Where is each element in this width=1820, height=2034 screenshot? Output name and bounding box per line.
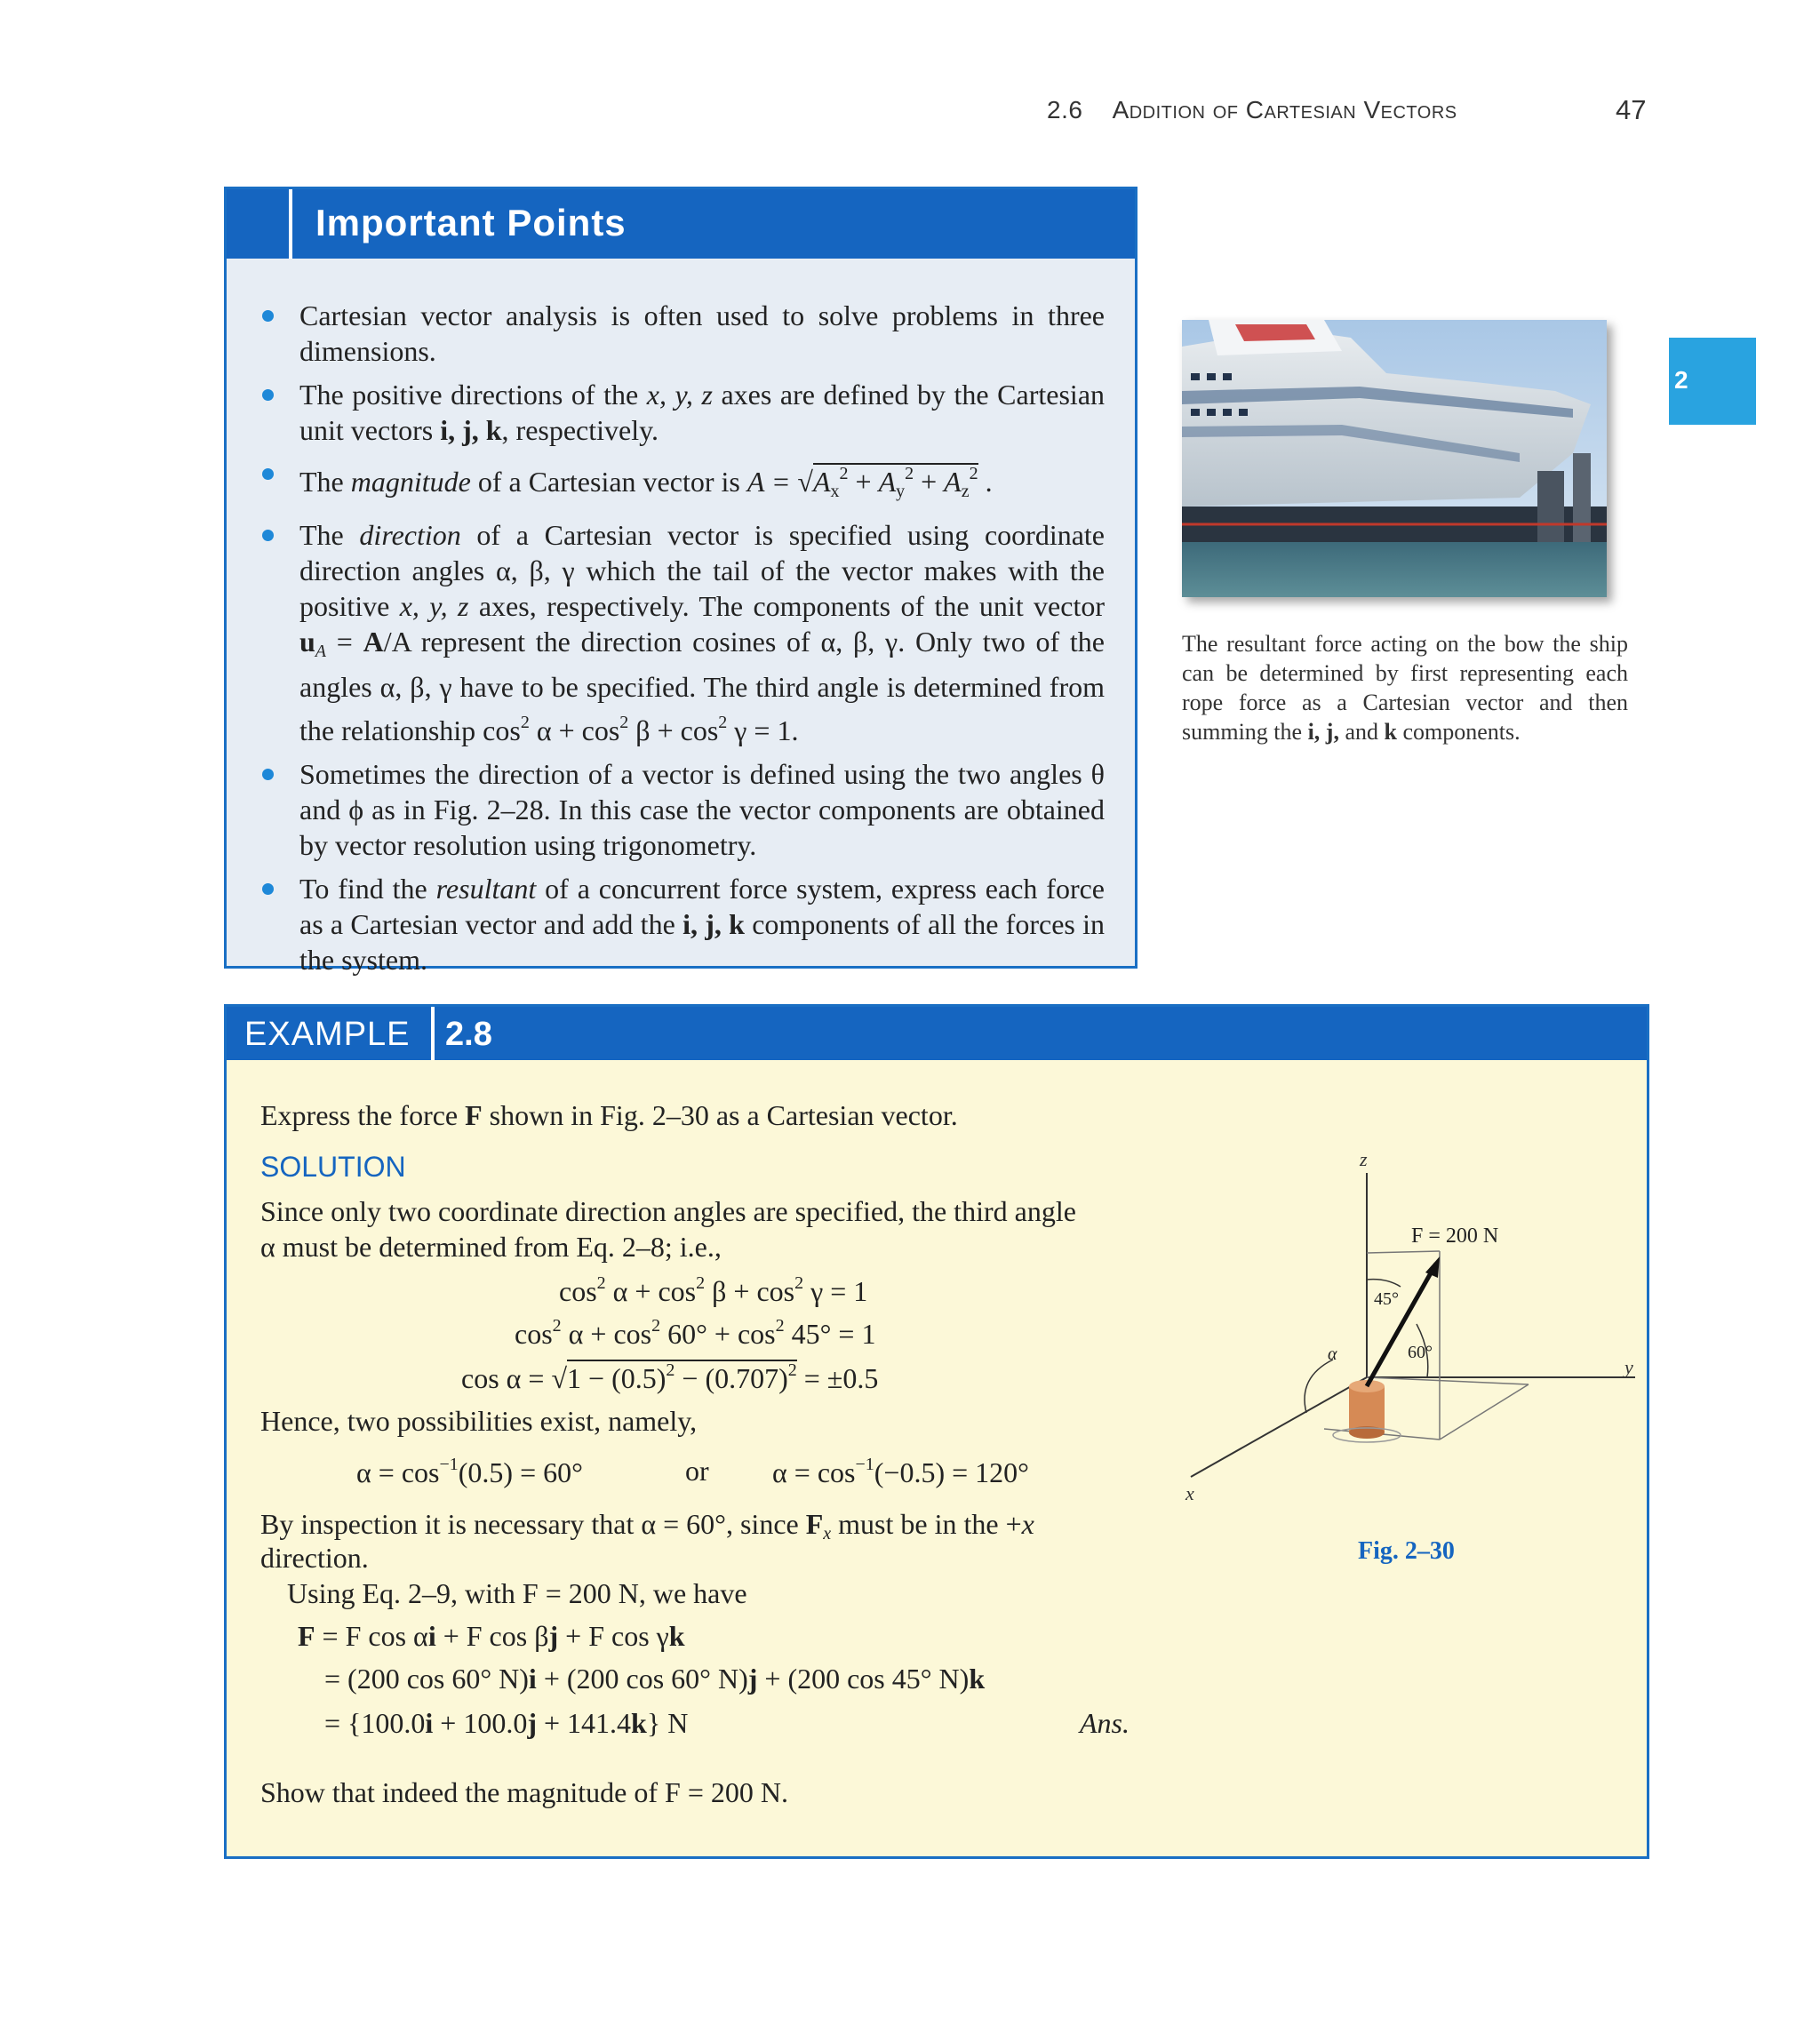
angle-45-label: 45° — [1374, 1289, 1399, 1309]
ship-illustration — [1182, 320, 1607, 597]
list-item — [259, 298, 1105, 369]
section-number: 2.6 — [1047, 96, 1083, 124]
list-item: The direction of a Cartesian vector is specified using coordinate direction angles α, β, γ which the tail of the vector makes with the positive x, y, z axes, respectively. The components of the unit vector $u_A = A/A$ represent the direction cosines of α, β, γ. Only two of the angles α, β, γ have to be specified. The third angle is determined from the relationship $\cos^2 \alpha + \cos^2 \beta + \cos^2 \gamma = 1$. — [259, 517, 1105, 748]
bullet-icon — [262, 389, 274, 401]
chapter-tab: 2 — [1669, 338, 1756, 425]
ship-photo — [1182, 320, 1607, 597]
figure-caption: Fig. 2–30 — [1358, 1537, 1455, 1565]
force-equation-1: F = F cos αi + F cos βj + F cos γk — [298, 1620, 685, 1652]
point-text: Cartesian vector analysis is often used to solve problems in three dimensions. — [299, 299, 1105, 367]
bullet-icon — [262, 769, 274, 780]
force-equation-2: = (200 cos 60° N)i + (200 cos 60° N)j + (200 cos 45° N)k — [324, 1663, 986, 1695]
angle-60-label: 60° — [1408, 1343, 1433, 1362]
bullet-icon — [262, 310, 274, 322]
show-line: Show that indeed the magnitude of F = 200 N. — [260, 1776, 788, 1808]
force-base-cylinder — [1333, 1380, 1401, 1442]
figure-2-30 — [1173, 1146, 1653, 1520]
running-header — [1047, 96, 1457, 124]
bullet-icon — [262, 468, 274, 480]
equation-1: $\cos^2 \alpha + \cos^2 \beta + \cos^2 \gamma = 1$ — [559, 1273, 868, 1307]
example-intro: Express the force F shown in Fig. 2–30 as a Cartesian vector. — [260, 1099, 958, 1131]
inspection-line: By inspection it is necessary that α = 60°, since $F_x$ must be in the +x — [260, 1508, 1034, 1543]
header-divider — [431, 1007, 435, 1060]
example-label: EXAMPLE — [244, 1016, 411, 1053]
alternative-2: $\alpha = \cos^{-1}(-0.5) = 120^\circ$ — [772, 1455, 1029, 1488]
solution-heading: SOLUTION — [260, 1151, 406, 1183]
alternative-1: $\alpha = \cos^{-1}(0.5) = 60^\circ$ — [356, 1455, 583, 1488]
x-axis — [1191, 1377, 1367, 1477]
solution-line-2: α must be determined from Eq. 2–8; i.e., — [260, 1231, 722, 1263]
important-points-list — [259, 298, 1105, 985]
equation-3: $\cos \alpha = √1 - (0.5)^2 - (0.707)^2 = \pm 0.5$ — [461, 1360, 879, 1394]
force-label: F = 200 N — [1411, 1224, 1499, 1248]
force-vector — [1367, 1264, 1436, 1386]
list-item: The positive directions of the x, y, z axes are defined by the Cartesian unit vectors i, j, k, respectively. — [259, 377, 1105, 448]
angle-45-arc — [1367, 1280, 1401, 1287]
inspection-line-2: direction. — [260, 1542, 369, 1574]
or-text: or — [685, 1455, 709, 1487]
example-number: 2.8 — [445, 1016, 492, 1053]
magnitude-formula: $A_x^2 + A_y^2 + A_z^2$ — [812, 464, 978, 501]
header-divider — [289, 189, 292, 259]
answer-label: Ans. — [1080, 1707, 1130, 1739]
section-title: Addition of Cartesian Vectors — [1112, 96, 1457, 124]
equation-2: $\cos^2 \alpha + \cos^2 60^\circ + \cos^2 45^\circ = 1$ — [515, 1316, 876, 1350]
x-label: x — [1185, 1482, 1194, 1504]
list-item: The magnitude of a Cartesian vector is $A = √A_x^2 + A_y^2 + A_z^2$ . — [259, 456, 1105, 509]
alpha-label: α — [1328, 1344, 1337, 1364]
hence-line: Hence, two possibilities exist, namely, — [260, 1405, 698, 1437]
bullet-icon — [262, 530, 274, 541]
solution-line-1: Since only two coordinate direction angles are specified, the third angle — [260, 1195, 1076, 1227]
photo-caption: The resultant force acting on the bow the ship can be determined by first representing each rope force as a Cartesian vector and then summing the i, j, and k components. — [1182, 631, 1628, 745]
list-item: To find the resultant of a concurrent force system, express each force as a Cartesian vector and add the i, j, k components of all the forces in the system. — [259, 871, 1105, 977]
important-points-box — [224, 187, 1138, 976]
page-number: 47 — [1616, 94, 1647, 125]
list-item: Sometimes the direction of a vector is defined using the two angles θ and ϕ as in Fig. 2–28. In this case the vector components are obtained by vector resolution using trigonometry. — [259, 756, 1105, 863]
bullet-icon — [262, 883, 274, 895]
y-label: y — [1624, 1356, 1633, 1378]
force-equation-3: = {100.0i + 100.0j + 141.4k} N — [324, 1707, 689, 1739]
z-label: z — [1360, 1148, 1368, 1170]
important-points-header — [227, 189, 1135, 259]
using-line: Using Eq. 2–9, with F = 200 N, we have — [287, 1577, 747, 1609]
example-header — [227, 1007, 1647, 1060]
important-points-title: Important Points — [315, 202, 627, 243]
